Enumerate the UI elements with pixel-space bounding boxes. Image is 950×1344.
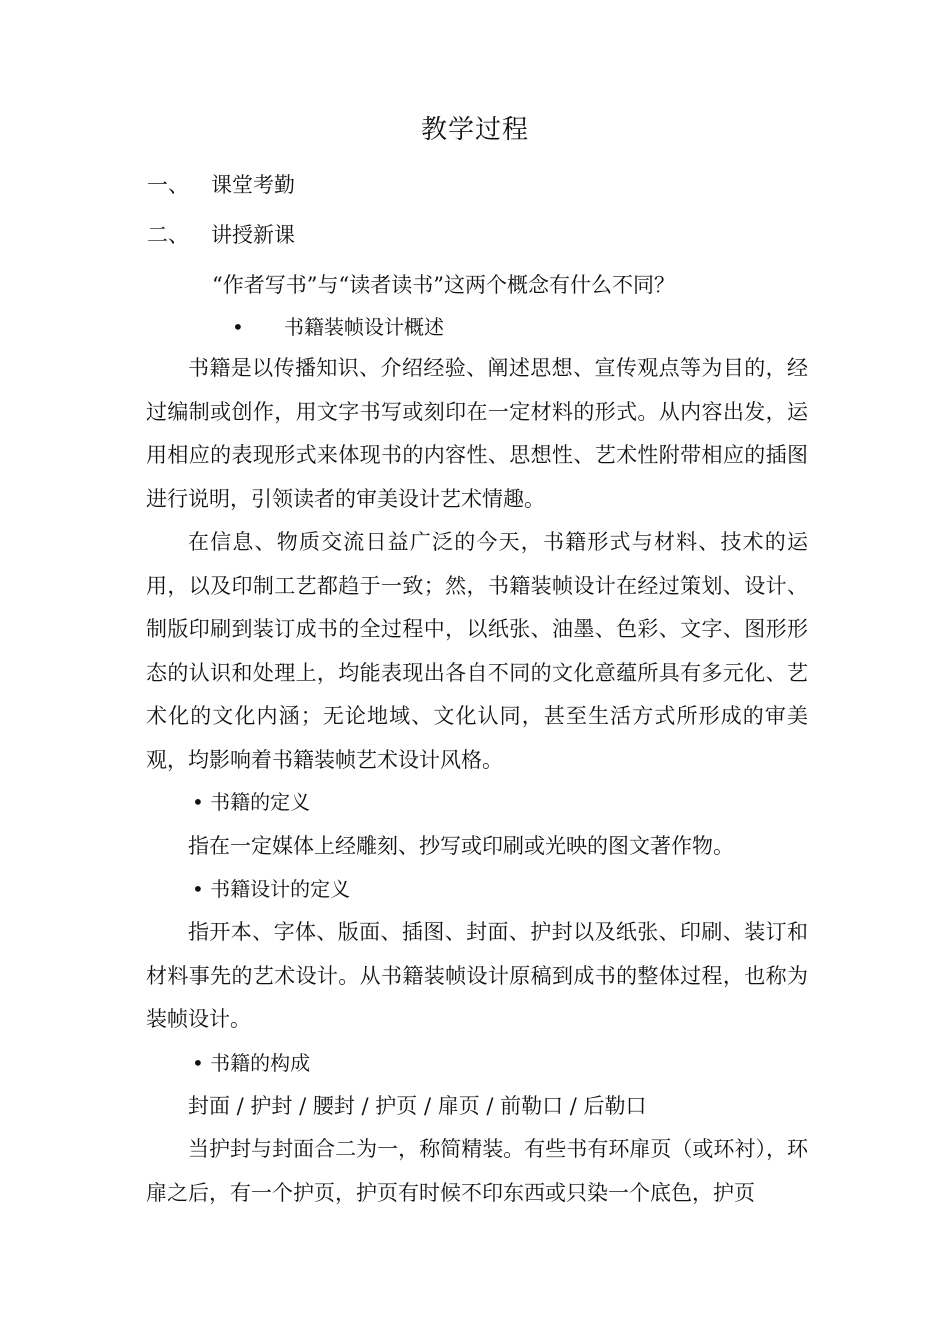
- definition-text: 指在一定媒体上经雕刻、抄写或印刷或光映的图文著作物。: [188, 834, 734, 858]
- section-label: 课堂考勤: [211, 173, 295, 197]
- page-title: 教学过程: [420, 115, 529, 145]
- paragraph-hardcover: 当护封与封面合二为一，称简精装。有些书有环扉页（或环衬），环扉之后，有一个护页，护页有时候不印东西或只染一个底色，护页: [146, 1137, 808, 1205]
- bullet-text: 书籍装帧设计概述: [284, 315, 444, 339]
- section-new-lesson: [147, 220, 295, 250]
- paragraph-design-definition: 指开本、字体、版面、插图、封面、护封以及纸张、印刷、装订和材料事先的艺术设计。从书籍装帧设计原稿到成书的整体过程，也称为装帧设计。: [146, 920, 808, 1032]
- bullet-dot: •: [232, 315, 244, 339]
- section-number: 一、: [147, 173, 189, 197]
- paragraph-book-design-context: 在信息、物质交流日益广泛的今天，书籍形式与材料、技术的运用，以及印制工艺都趋于一致；然，书籍装帧设计在经过策划、设计、制版印刷到装订成书的全过程中，以纸张、油墨、色彩、文字、图形形态的认识和处理上，均能表现出各自不同的文化意蕴所具有多元化、艺术化的文化内涵；无论地域、文化认同，甚至生活方式所形成的审美观，均影响着书籍装帧艺术设计风格。: [146, 530, 808, 772]
- composition-list: 封面 / 护封 / 腰封 / 护页 / 扉页 / 前勒口 / 后勒口: [188, 1094, 647, 1118]
- section-attendance: [147, 170, 295, 200]
- subheading-book-composition: • 书籍的构成: [192, 1051, 311, 1075]
- subheading-book-definition: • 书籍的定义: [192, 790, 311, 814]
- paragraph-book-definition: 书籍是以传播知识、介绍经验、阐述思想、宣传观点等为目的，经过编制或创作，用文字书写或刻印在一定材料的形式。从内容出发，运用相应的表现形式来体现书的内容性、思想性、艺术性附带相应的插图进行说明，引领读者的审美设计艺术情趣。: [146, 356, 808, 511]
- subheading-design-definition: • 书籍设计的定义: [192, 877, 351, 901]
- discussion-question: “作者写书”与“读者读书”这两个概念有什么不同？: [212, 273, 675, 297]
- overview-bullet: [232, 312, 444, 342]
- section-number: 二、: [147, 223, 189, 247]
- section-label: 讲授新课: [211, 223, 295, 247]
